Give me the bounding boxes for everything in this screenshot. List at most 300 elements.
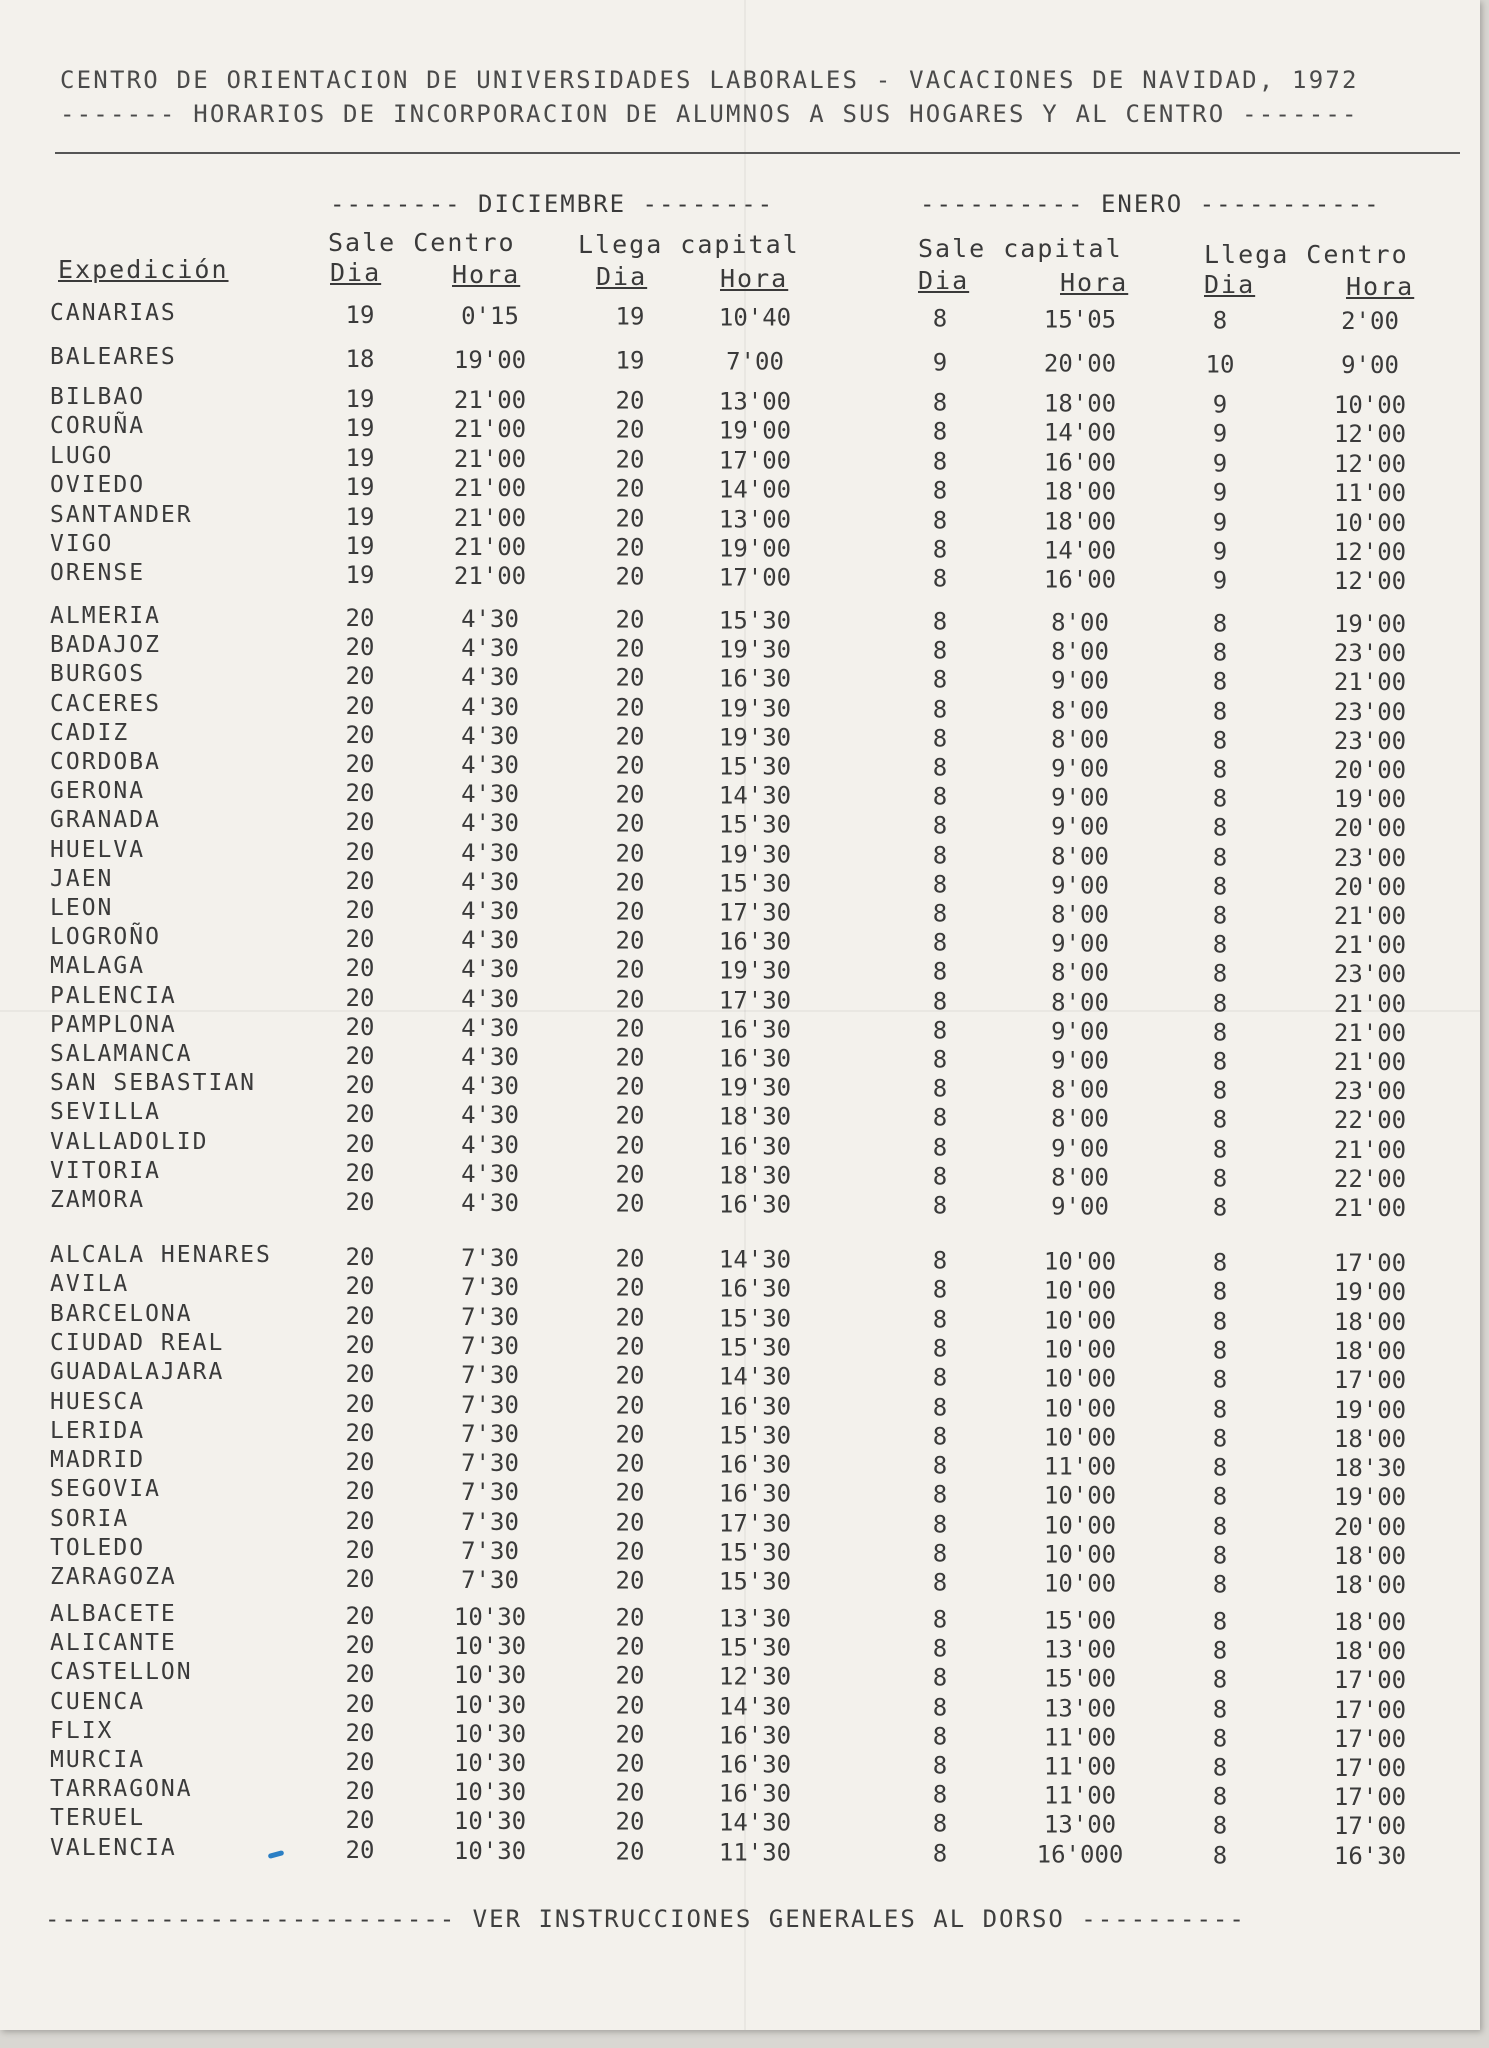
llega-centro-dia: 8 [1212,1164,1228,1193]
llega-capital-hora: 10'40 [718,303,792,332]
table-row [0,1187,1480,1223]
sale-capital-dia: 8 [932,957,948,986]
sale-capital-hora: 10'00 [1043,1335,1117,1364]
expedicion-name: LERIDA [50,1417,146,1444]
llega-capital-hora: 18'30 [718,1161,792,1190]
llega-centro-dia: 8 [1212,1453,1228,1482]
llega-capital-dia: 20 [615,1566,645,1595]
llega-centro-dia: 8 [1212,1511,1228,1540]
llega-centro-hora: 18'00 [1333,1571,1407,1600]
sale-capital-hora: 13'00 [1043,1693,1117,1722]
expedicion-name: CACERES [50,690,161,717]
sale-centro-hora: 19'00 [453,345,527,374]
llega-capital-dia: 20 [615,563,645,592]
llega-capital-hora: 16'30 [718,1190,792,1219]
llega-capital-dia: 20 [615,1808,645,1837]
llega-capital-hora: 16'30 [718,1721,792,1750]
expedicion-name: VALENCIA [50,1834,177,1861]
sale-capital-hora: 8'00 [1051,1075,1109,1104]
llega-capital-hora: 16'30 [718,1479,792,1508]
expedicion-name: OVIEDO [50,472,146,499]
sale-centro-dia: 20 [345,1272,375,1301]
sale-capital-hora: 11'00 [1043,1723,1117,1752]
sale-centro-dia: 20 [345,808,375,837]
llega-capital-hora: 19'30 [718,694,792,723]
llega-centro-hora: 17'00 [1333,1249,1407,1278]
expedicion-name: FLIX [50,1717,114,1744]
table-row [0,413,1480,449]
sale-capital-dia: 8 [932,1605,948,1634]
table-row [0,344,1480,380]
llega-centro-dia: 8 [1212,1018,1228,1047]
sale-capital-hora: 18'00 [1043,477,1117,506]
llega-capital-hora: 13'00 [718,387,792,416]
sale-capital-dia: 8 [932,1780,948,1809]
sale-capital-dia: 8 [932,811,948,840]
llega-centro-hora: 21'00 [1333,1194,1407,1223]
llega-capital-hora: 19'30 [718,956,792,985]
llega-centro-hora: 21'00 [1333,902,1407,931]
sale-capital-dia: 8 [932,1422,948,1451]
llega-capital-dia: 20 [615,664,645,693]
sale-centro-hora: 10'30 [453,1631,527,1660]
table-row [0,865,1480,901]
sale-capital-dia: 8 [932,1045,948,1074]
sale-centro-dia: 20 [345,837,375,866]
llega-capital-hora: 15'30 [718,1421,792,1450]
sale-centro-hora: 10'30 [453,1661,527,1690]
llega-centro-dia: 8 [1212,1541,1228,1570]
sale-capital-dia: 8 [932,1275,948,1304]
llega-centro-hora: 18'00 [1333,1608,1407,1637]
sale-centro-hora: 4'30 [461,692,519,721]
expedicion-name: GERONA [50,778,146,805]
llega-centro-hora: 10'00 [1333,508,1407,537]
llega-centro-hora: 9'00 [1341,351,1399,380]
sale-centro-dia: 20 [345,779,375,808]
sale-centro-hora: 10'30 [453,1602,527,1631]
sale-capital-dia: 8 [932,1074,948,1103]
sale-centro-hora: 4'30 [461,779,519,808]
expedicion-name: ZAMORA [50,1187,146,1213]
expedicion-name: SALAMANCA [50,1041,193,1067]
sale-capital-hora: 8'00 [1051,695,1109,724]
llega-capital-dia: 20 [615,1479,645,1508]
llega-centro-dia: 8 [1212,1394,1228,1423]
sale-capital-dia: 8 [932,388,948,417]
llega-capital-hora: 19'30 [718,635,792,664]
sale-centro-dia: 20 [345,1360,375,1389]
expedicion-name: BILBAO [50,384,146,410]
sale-capital-dia: 8 [932,1568,948,1597]
llega-centro-dia: 8 [1212,1636,1228,1665]
expedicion-name: ALMERIA [50,603,161,629]
sale-capital-hora: 13'00 [1043,1635,1117,1664]
sale-capital-dia: 8 [932,535,948,564]
sale-capital-hora: 16'00 [1043,565,1117,594]
sale-capital-hora: 9'00 [1051,754,1109,783]
sale-capital-hora: 10'00 [1043,1364,1117,1393]
llega-capital-hora: 16'30 [718,1392,792,1421]
llega-centro-dia: 8 [1212,959,1228,988]
llega-capital-dia: 20 [615,1102,645,1131]
sale-capital-dia: 8 [932,870,948,899]
sale-centro-dia: 20 [345,1187,375,1216]
llega-centro-dia: 9 [1212,566,1228,595]
llega-capital-hora: 17'00 [718,563,792,592]
llega-capital-dia: 20 [615,1420,645,1449]
sale-centro-hora: 21'00 [453,503,527,532]
expedicion-name: TARRAGONA [50,1776,193,1803]
sale-capital-hora: 9'00 [1051,812,1109,841]
llega-capital-dia: 20 [615,839,645,868]
expedicion-name: SAN SEBASTIAN [50,1070,257,1097]
sale-capital-hora: 8'00 [1051,1163,1109,1192]
expedicion-name: BARCELONA [50,1300,193,1327]
sale-capital-dia: 8 [932,506,948,535]
llega-capital-dia: 20 [615,474,645,503]
table-row [0,501,1480,537]
sale-centro-hora: 4'30 [461,925,519,954]
llega-centro-hora: 18'00 [1333,1542,1407,1571]
sale-centro-hora: 21'00 [453,473,527,502]
table-row [0,1417,1480,1453]
sale-capital-dia: 8 [932,695,948,724]
sale-centro-dia: 20 [345,983,375,1012]
llega-capital-dia: 20 [615,926,645,955]
llega-centro-dia: 10 [1205,350,1235,379]
llega-centro-dia: 8 [1212,726,1228,755]
table-row [0,632,1480,668]
sale-capital-dia: 8 [932,1751,948,1780]
llega-capital-dia: 20 [615,1749,645,1778]
llega-centro-dia: 8 [1212,813,1228,842]
sale-capital-dia: 8 [932,564,948,593]
sale-centro-hora: 4'30 [461,984,519,1013]
sale-centro-hora: 7'30 [461,1331,519,1360]
llega-capital-dia: 20 [615,1043,645,1072]
sale-capital-dia: 8 [932,417,948,446]
llega-capital-hora: 16'30 [718,1750,792,1779]
llega-centro-hora: 23'00 [1333,697,1407,726]
table-row [0,1300,1480,1336]
expedicion-name: LUGO [50,442,114,469]
sale-centro-dia: 20 [345,1689,375,1718]
table-row [0,1476,1480,1512]
sale-centro-dia: 20 [345,1477,375,1506]
llega-capital-dia: 20 [615,868,645,897]
sale-centro-hora: 7'30 [461,1478,519,1507]
sale-centro-hora: 7'30 [461,1536,519,1565]
table-row [0,1359,1480,1395]
sale-centro-dia: 20 [345,1447,375,1476]
llega-capital-dia: 20 [615,1014,645,1043]
llega-centro-dia: 8 [1212,638,1228,667]
llega-centro-hora: 18'00 [1333,1637,1407,1666]
llega-centro-dia: 8 [1212,1277,1228,1306]
sale-capital-dia: 8 [932,1539,948,1568]
llega-capital-dia: 20 [615,1691,645,1720]
sale-centro-hora: 4'30 [461,1071,519,1100]
sale-centro-hora: 4'30 [461,896,519,925]
llega-capital-hora: 14'30 [718,1808,792,1837]
llega-centro-dia: 8 [1212,1782,1228,1811]
expedicion-name: MADRID [50,1447,146,1474]
sale-capital-dia: 8 [932,1191,948,1220]
sale-capital-hora: 8'00 [1051,725,1109,754]
llega-capital-dia: 19 [615,302,645,331]
llega-centro-dia: 8 [1212,1047,1228,1076]
llega-capital-dia: 20 [615,1720,645,1749]
footer-note: ------------------------- VER INSTRUCCIONES GENERALES AL DORSO ---------- [45,1905,1246,1933]
sale-capital-hora: 10'00 [1043,1511,1117,1540]
llega-capital-dia: 20 [615,504,645,533]
llega-centro-hora: 12'00 [1333,538,1407,567]
llega-capital-hora: 15'30 [718,606,792,635]
sale-centro-dia: 20 [345,1418,375,1447]
llega-centro-dia: 8 [1212,1724,1228,1753]
expedicion-name: JAEN [50,865,114,892]
sale-centro-dia: 20 [345,1071,375,1100]
llega-centro-dia: 8 [1212,1840,1228,1869]
table-row [0,1329,1480,1366]
llega-centro-hora: 23'00 [1333,639,1407,668]
sale-capital-dia: 8 [932,1510,948,1539]
sale-centro-hora: 4'30 [461,1013,519,1042]
sale-centro-dia: 20 [345,603,375,632]
sale-centro-hora: 10'30 [453,1777,527,1806]
sale-capital-hora: 8'00 [1051,841,1109,870]
header-dia-4: Dia [1204,270,1256,299]
sale-capital-dia: 8 [932,1693,948,1722]
llega-capital-dia: 20 [615,1361,645,1390]
llega-capital-hora: 16'30 [718,1450,792,1479]
llega-centro-dia: 8 [1212,1134,1228,1163]
sale-capital-hora: 16'000 [1036,1839,1124,1868]
expedicion-name: PAMPLONA [50,1011,177,1038]
table-row [0,924,1480,960]
expedicion-name: PALENCIA [50,982,177,1009]
expedicion-name: AVILA [50,1271,130,1298]
sale-capital-dia: 8 [932,1809,948,1838]
sale-capital-dia: 8 [932,636,948,665]
sale-capital-dia: 8 [932,1839,948,1868]
sale-centro-hora: 4'30 [461,604,519,633]
expedicion-name: HUESCA [50,1388,146,1415]
sale-capital-dia: 8 [932,1722,948,1751]
llega-capital-hora: 19'30 [718,723,792,752]
sale-capital-hora: 9'00 [1051,1046,1109,1075]
llega-capital-hora: 14'30 [718,1245,792,1274]
sale-capital-hora: 16'00 [1043,448,1117,477]
sale-capital-dia: 8 [932,1162,948,1191]
sale-centro-dia: 19 [345,300,375,329]
llega-centro-hora: 19'00 [1333,1395,1407,1424]
llega-centro-dia: 8 [1212,1694,1228,1723]
sale-centro-dia: 20 [345,1330,375,1359]
sale-centro-dia: 20 [345,1660,375,1689]
llega-centro-dia: 8 [1212,696,1228,725]
table-row [0,1717,1480,1753]
expedicion-name: ALICANTE [50,1630,177,1657]
llega-capital-dia: 20 [615,1837,645,1866]
expedicion-name: CUENCA [50,1688,146,1715]
table-row [0,1157,1480,1193]
llega-capital-hora: 17'30 [718,1509,792,1538]
sale-centro-dia: 20 [345,1129,375,1158]
sale-capital-hora: 14'00 [1043,418,1117,447]
sale-capital-dia: 8 [932,476,948,505]
table-row [0,1535,1480,1571]
llega-capital-hora: 15'30 [718,1538,792,1567]
sale-capital-hora: 10'00 [1043,1276,1117,1305]
llega-centro-dia: 8 [1212,988,1228,1017]
expedicion-name: ORENSE [50,560,146,587]
llega-centro-dia: 8 [1212,306,1228,335]
sale-centro-hora: 7'30 [461,1448,519,1477]
llega-centro-hora: 19'00 [1333,1483,1407,1512]
llega-capital-dia: 20 [615,1537,645,1566]
llega-capital-dia: 20 [615,1131,645,1160]
llega-centro-hora: 23'00 [1333,960,1407,989]
llega-centro-dia: 9 [1212,507,1228,536]
llega-capital-dia: 20 [615,897,645,926]
sale-centro-dia: 20 [345,1835,375,1864]
llega-capital-hora: 19'30 [718,1073,792,1102]
sale-capital-hora: 10'00 [1043,1305,1117,1334]
llega-centro-hora: 2'00 [1341,307,1399,336]
llega-capital-dia: 20 [615,1632,645,1661]
expedicion-name: VALLADOLID [50,1128,209,1155]
llega-centro-hora: 19'00 [1333,1278,1407,1307]
sale-capital-hora: 10'00 [1043,1569,1117,1598]
table-row [0,1099,1480,1135]
llega-centro-hora: 20'00 [1333,756,1407,785]
llega-centro-hora: 22'00 [1333,1106,1407,1135]
sale-centro-hora: 7'30 [461,1273,519,1302]
llega-capital-dia: 20 [615,722,645,751]
sale-capital-hora: 9'00 [1051,929,1109,958]
sale-capital-dia: 8 [932,724,948,753]
sale-centro-dia: 20 [345,895,375,924]
llega-capital-dia: 20 [615,416,645,445]
sale-capital-dia: 9 [932,348,948,377]
llega-centro-dia: 8 [1212,1665,1228,1694]
llega-capital-dia: 20 [615,985,645,1014]
llega-centro-dia: 8 [1212,1607,1228,1636]
sale-capital-dia: 8 [932,1246,948,1275]
llega-centro-hora: 18'00 [1333,1337,1407,1366]
llega-centro-dia: 8 [1212,1424,1228,1453]
sale-centro-dia: 19 [345,414,375,443]
llega-centro-dia: 8 [1212,872,1228,901]
sale-capital-hora: 20'00 [1043,349,1117,378]
table-row [0,778,1480,814]
sale-centro-hora: 7'30 [461,1360,519,1389]
sale-capital-hora: 8'00 [1051,637,1109,666]
llega-centro-hora: 17'00 [1333,1812,1407,1841]
llega-centro-dia: 8 [1212,667,1228,696]
llega-centro-hora: 18'00 [1333,1307,1407,1336]
llega-capital-hora: 19'00 [718,416,792,445]
sale-capital-hora: 9'00 [1051,783,1109,812]
llega-centro-dia: 8 [1212,1811,1228,1840]
llega-capital-dia: 20 [615,751,645,780]
llega-capital-hora: 16'30 [718,664,792,693]
sale-capital-hora: 11'00 [1043,1752,1117,1781]
llega-centro-dia: 8 [1212,1105,1228,1134]
header-expedicion: Expedición [58,255,229,284]
header-llega-capital: Llega capital [578,230,800,259]
sale-centro-dia: 20 [345,749,375,778]
llega-centro-hora: 21'00 [1333,989,1407,1018]
sale-centro-dia: 20 [345,1242,375,1271]
month-january: ---------- ENERO ----------- [920,190,1381,218]
table-row [0,1564,1480,1600]
llega-capital-hora: 19'30 [718,840,792,869]
table-row [0,1271,1480,1307]
table-row [0,300,1480,336]
sale-centro-dia: 20 [345,1777,375,1806]
sale-capital-hora: 14'00 [1043,536,1117,565]
llega-capital-hora: 16'30 [718,1779,792,1808]
llega-centro-dia: 8 [1212,1306,1228,1335]
sale-capital-hora: 8'00 [1051,958,1109,987]
llega-centro-hora: 19'00 [1333,785,1407,814]
sale-centro-dia: 20 [345,1012,375,1041]
llega-capital-hora: 16'30 [718,1044,792,1073]
sale-capital-hora: 9'00 [1051,1017,1109,1046]
llega-centro-dia: 8 [1212,842,1228,871]
sale-centro-hora: 4'30 [461,1042,519,1071]
llega-centro-hora: 21'00 [1333,668,1407,697]
llega-centro-hora: 23'00 [1333,843,1407,872]
sale-centro-hora: 4'30 [461,1159,519,1188]
llega-centro-dia: 9 [1212,419,1228,448]
sale-centro-dia: 19 [345,502,375,531]
llega-capital-hora: 7'00 [726,347,784,376]
llega-capital-hora: 15'30 [718,752,792,781]
expedicion-name: SEGOVIA [50,1476,161,1503]
llega-capital-dia: 20 [615,1778,645,1807]
llega-capital-hora: 15'30 [718,1567,792,1596]
table-row [0,1601,1480,1637]
sale-centro-hora: 4'30 [461,809,519,838]
sale-capital-dia: 8 [932,1451,948,1480]
sale-capital-dia: 8 [932,304,948,333]
llega-centro-hora: 12'00 [1333,567,1407,596]
table-row [0,1388,1480,1424]
sale-centro-hora: 21'00 [453,385,527,414]
expedicion-name: BALEARES [50,344,177,370]
sale-capital-dia: 8 [932,1305,948,1334]
llega-capital-dia: 20 [615,634,645,663]
llega-centro-hora: 17'00 [1333,1724,1407,1753]
sale-capital-dia: 8 [932,1016,948,1045]
llega-capital-hora: 15'30 [718,810,792,839]
sale-capital-dia: 8 [932,447,948,476]
table-row [0,1805,1480,1841]
table-row [0,1070,1480,1106]
sale-capital-dia: 8 [932,753,948,782]
sale-capital-hora: 8'00 [1051,987,1109,1016]
llega-capital-hora: 15'30 [718,1333,792,1362]
sale-capital-dia: 8 [932,1393,948,1421]
sale-capital-hora: 13'00 [1043,1810,1117,1839]
sale-centro-hora: 7'30 [461,1566,519,1595]
sale-capital-dia: 8 [932,1480,948,1509]
sale-centro-hora: 10'30 [453,1807,527,1836]
